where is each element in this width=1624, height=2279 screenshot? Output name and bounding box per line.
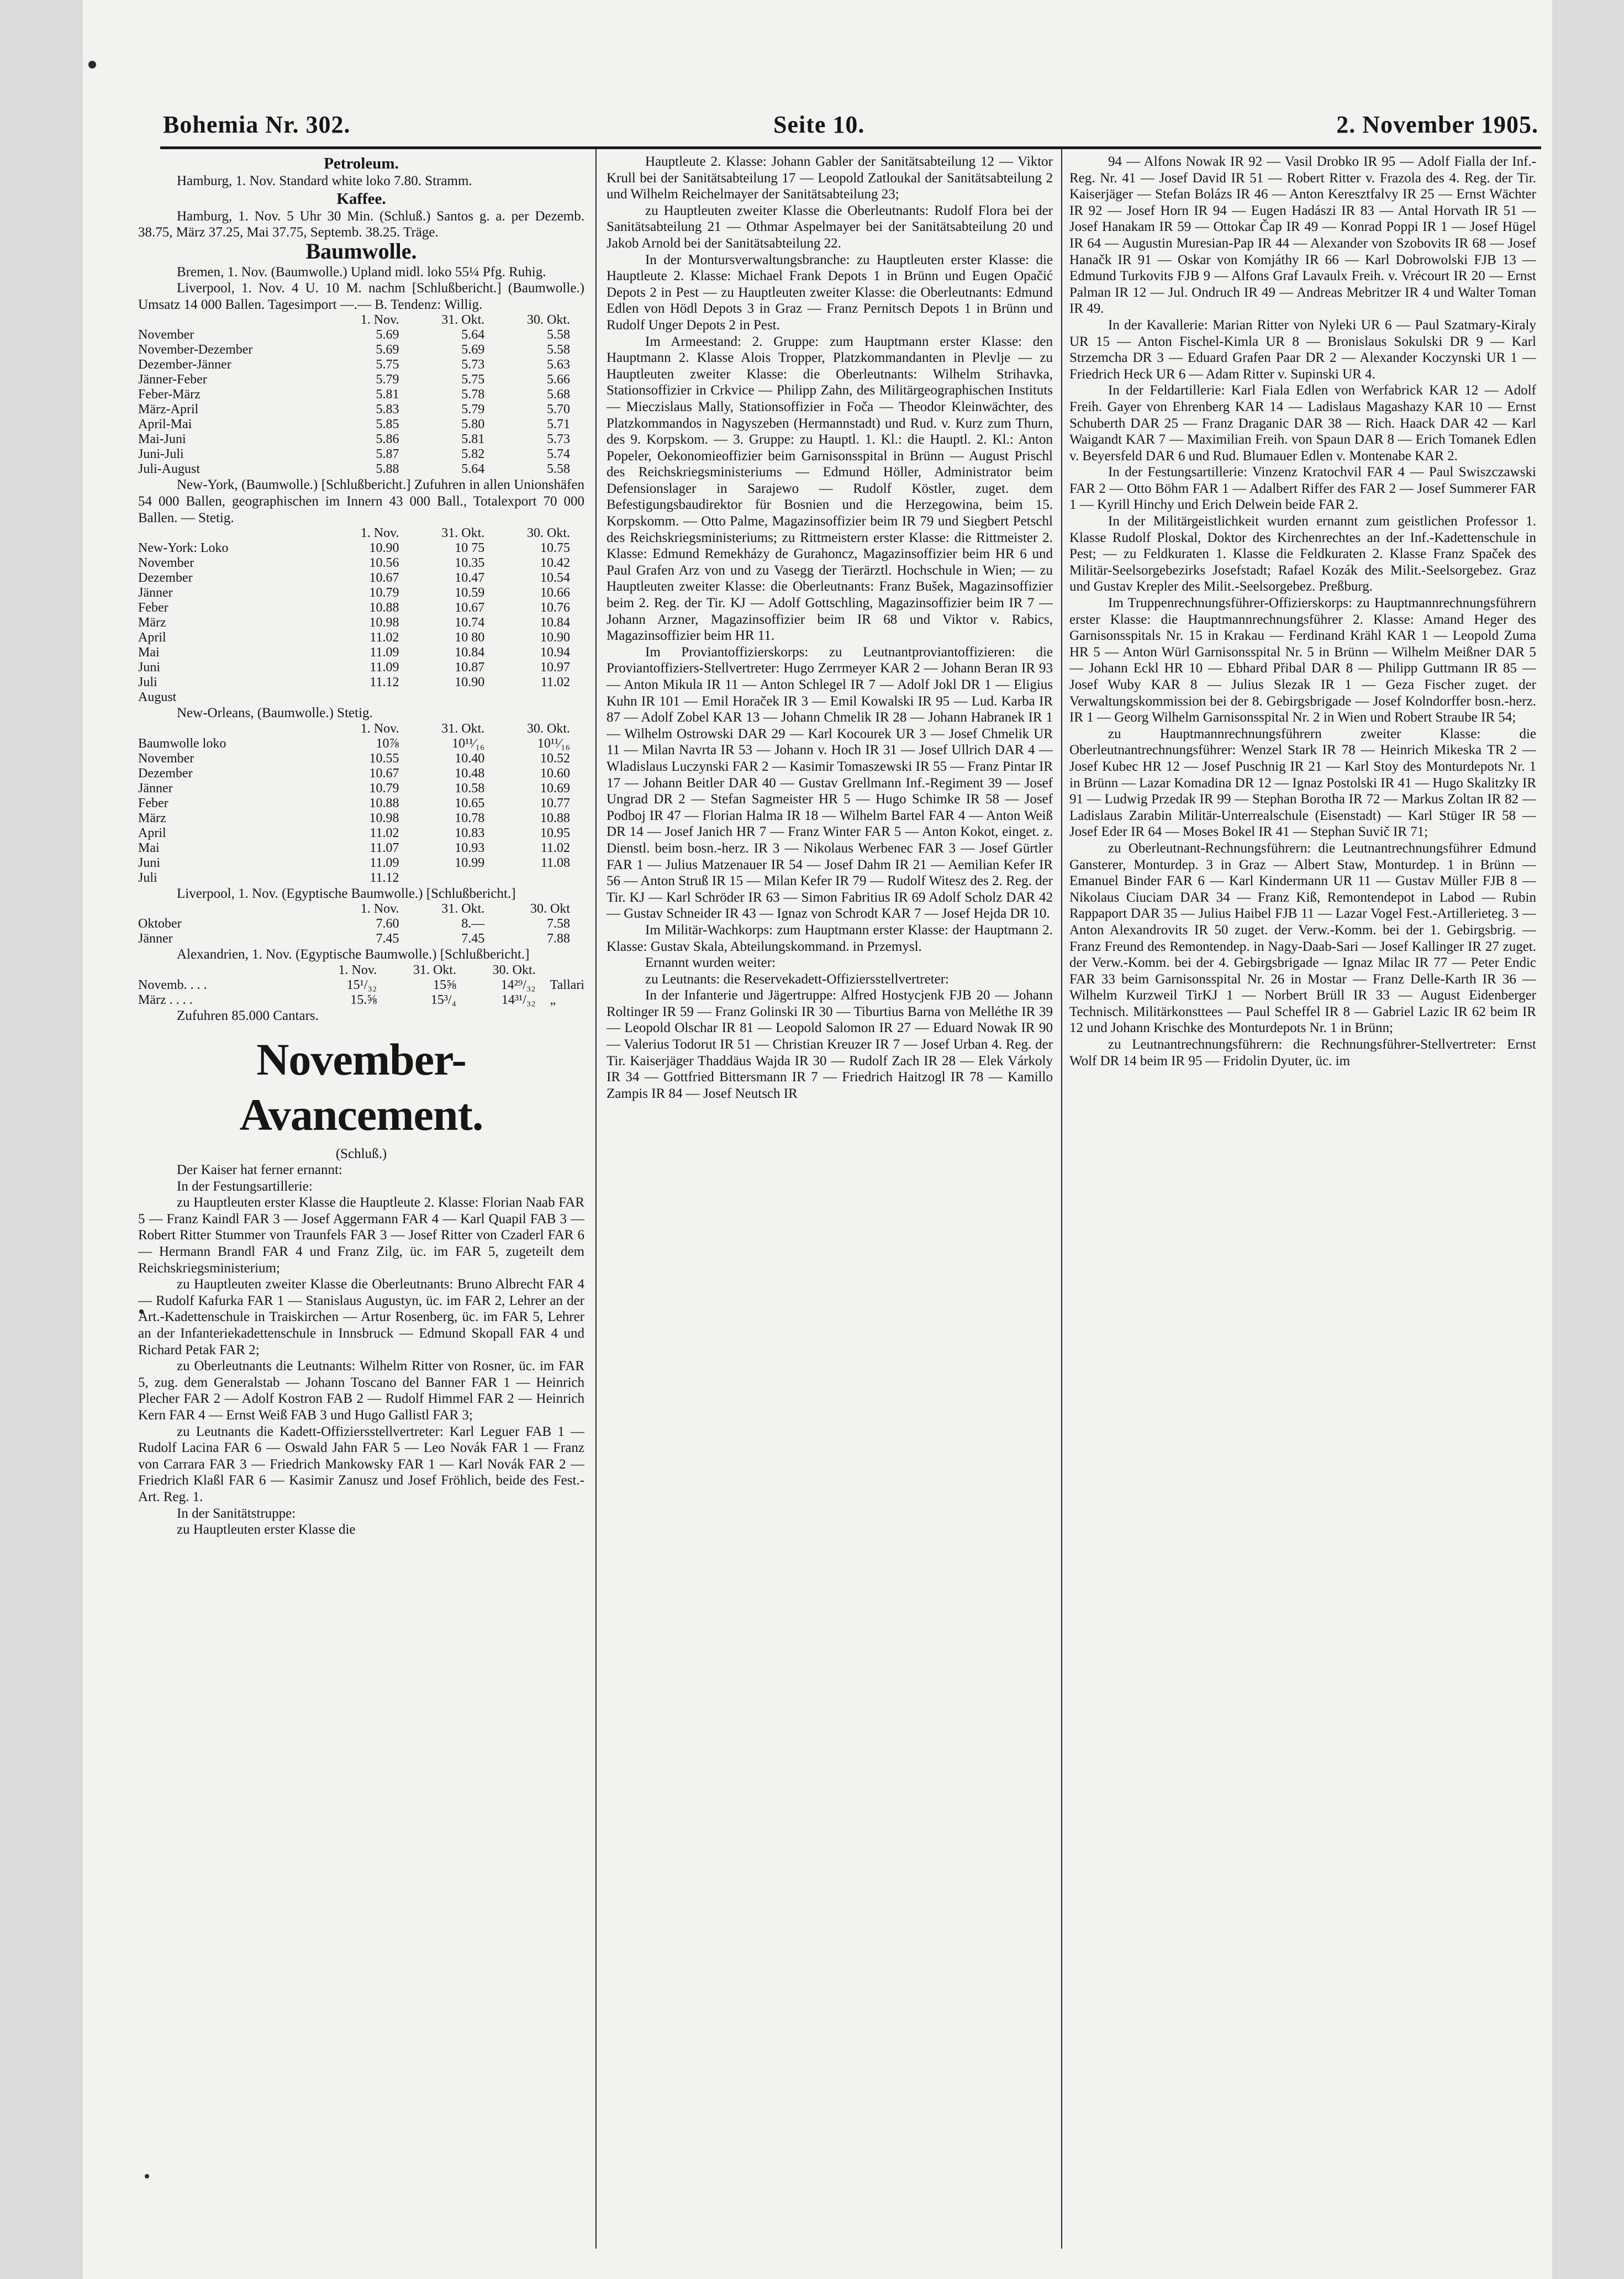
table-cell: 10.74 — [455, 615, 485, 630]
table-row — [138, 766, 584, 781]
article-paragraph: In der Sanitätstruppe: — [177, 1506, 296, 1521]
table-cell: 10.88 — [369, 796, 399, 810]
table-row — [138, 856, 584, 871]
table-cell: Juli-August — [138, 462, 201, 477]
table-cell: 10¹¹⁄₁₆ — [537, 736, 570, 751]
table-cell: März — [138, 615, 166, 630]
table-cell: 11.08 — [540, 855, 570, 870]
table-cell: 14²⁹/₃₂ — [500, 977, 536, 992]
table-row — [138, 387, 584, 402]
table-header-cell — [138, 313, 328, 328]
table-cell: 15¹/₃₂ — [346, 977, 377, 992]
table-cell: März-April — [138, 402, 199, 417]
market-report: New-York, (Baumwolle.) [Schlußbericht.] Zufuhren in allen Unionshäfen 54 000 Ballen, geographischen im Innern 43 000 Ball., Totalexport 70 000 Ballen. — Stetig. — [138, 477, 584, 525]
table-cell: 11.02 — [540, 840, 570, 855]
table-cell: 10.67 — [369, 571, 399, 586]
table-row — [138, 630, 584, 645]
article-paragraph: In der Infanterie und Jägertruppe: Alfred Hostycjenk FJB 20 — Johann Roltinger IR 59 — Franz Golinski IR 30 — Tiburtius Barna von Melléthe IR 39 — Leopold Olschar IR 81 — Leopold Salomon IR 27 — Eduard Nowak IR 90 — Valerius Todorut IR 51 — Christian Kreuzer IR 7 — Josef Urban 4. Reg. der Tir. Kaiserjäger Thaddäus Wajda IR 30 — Rudolf Zach IR 28 — Elek Várkoly IR 34 — Gottfried Bittersmann IR 7 — Friedrich Haitzogl IR 78 — Kamillo Zampis IR 84 — Josef Neutsch IR — [607, 988, 1053, 1101]
article-paragraph: In der Feldartillerie: Karl Fiala Edlen von Werfabrick KAR 12 — Adolf Freih. Gayer von Ehrenberg KAR 14 — Ladislaus Magashazy KAR 10 — Ernst Schuberth DAR 25 — Franz Draganic DAR 38 — Rich. Haack DAR 42 — Karl Waigandt KAR 7 — Maximilian Freih. von Spaun DAR 8 — Erich Tomanek Edlen v. Beyersfeld DAR 6 und Rud. Blumauer Edlen v. Montenabe KAR 2. — [1069, 383, 1536, 464]
table-cell: 10.84 — [455, 645, 485, 660]
table-cell — [414, 871, 499, 886]
table-cell: 10.95 — [540, 825, 570, 840]
table-cell: 7.45 — [376, 931, 399, 946]
column-1 — [138, 154, 584, 2253]
table-cell: 10⅞ — [376, 736, 399, 751]
table-cell: 5.64 — [461, 462, 485, 477]
table-cell: Jänner — [138, 781, 173, 796]
table-cell: 5.74 — [547, 447, 570, 462]
table-cell: 10.60 — [540, 766, 570, 781]
table-cell: 5.78 — [461, 387, 485, 402]
table-cell: 10.83 — [455, 825, 485, 840]
price-table-neworleans — [138, 722, 584, 886]
article-paragraph: In der Militärgeistlichkeit wurden ernannt zum geistlichen Professor 1. Klasse Rudolf Ploskal, Doktor des Kirchenrechtes an der Inf.-Kadettenschule in Pest; — zu Feldkuraten 1. Klasse die Feldkuraten 2. Klasse Franz Spaček des Militär-Seelsorgebezirks Josefstadt; Rafael Kozák des Milit.-Seelsorgebez. Graz und Gustav Krepler des Milit.-Seelsorgebez. Preßburg. — [1069, 514, 1536, 594]
table-cell: 10.67 — [455, 601, 485, 615]
table-cell: 10.98 — [369, 615, 399, 630]
header-date: 2. November 1905. — [1336, 111, 1538, 138]
table-cell: 7.58 — [547, 917, 570, 931]
article-paragraph: zu Hauptleuten erster Klasse die Hauptleute 2. Klasse: Florian Naab FAR 5 — Franz Kaindl FAR 3 — Josef Aggermann FAR 4 — Karl Quapil FAB 3 — Robert Ritter Stummer von Traunfels FAR 3 — Josef Ritter von Czaderl FAR 6 — Hermann Brandl FAR 4 und Franz Zilg, üc. im FAR 5, zugeteilt dem Reichskriegsministerium; — [138, 1195, 584, 1276]
page-header — [163, 110, 1538, 149]
table-row — [138, 736, 584, 751]
table-cell: Dezember — [138, 571, 193, 586]
table-header-cell: 31. Okt. — [441, 313, 485, 328]
table-cell: 10.66 — [540, 586, 570, 601]
table-row — [138, 993, 584, 1008]
table-cell: 10.98 — [369, 810, 399, 825]
table-header-cell: 31. Okt. — [441, 721, 485, 736]
market-report: Liverpool, 1. Nov. 4 U. 10 M. nachm [Schlußbericht.] (Baumwolle.) Umsatz 14 000 Ballen. Tagesimport —.— B. Tendenz: Willig. — [138, 281, 584, 312]
table-cell: 10.79 — [369, 586, 399, 601]
table-cell: 5.69 — [376, 343, 399, 357]
table-cell: 10.75 — [540, 541, 570, 556]
header-rule — [160, 146, 1541, 149]
table-cell: Juni — [138, 660, 161, 675]
table-cell: 5.85 — [376, 417, 399, 432]
table-row — [138, 690, 584, 705]
table-cell: 5.58 — [547, 343, 570, 357]
table-cell — [328, 690, 414, 705]
table-cell: 15.⅝ — [350, 992, 377, 1007]
table-header-cell — [138, 902, 328, 917]
table-row — [138, 917, 584, 931]
table-row — [138, 660, 584, 675]
table-cell: 11.12 — [370, 675, 399, 690]
table-cell: 10.59 — [455, 586, 485, 601]
table-header-cell: 1. Nov. — [360, 526, 399, 541]
table-row — [138, 541, 584, 556]
table-cell: 5.80 — [461, 417, 485, 432]
article-paragraph: zu Hauptleuten zweiter Klasse die Oberleutnants: Bruno Albrecht FAR 4 — Rudolf Kafurka FAR 1 — Stanislaus Augustyn, üc. im FAR 2, Lehrer an der Art.-Kadettenschule in Traiskirchen — Artur Rosenberg, üc. im FAR 5, Lehrer an der Infanteriekadettenschule in Innsbruck — Edmund Skopall FAR 4 und Richard Petak FAR 2; — [138, 1277, 584, 1357]
article-paragraph: Ernannt wurden weiter: — [645, 955, 776, 971]
article-paragraph: zu Leutnantrechnungsführern: die Rechnungsführer-Stellvertreter: Ernst Wolf DR 14 beim IR 95 — Fridolin Dyuter, üc. im — [1069, 1037, 1536, 1069]
table-cell: 5.75 — [376, 357, 399, 372]
table-cell: 10.35 — [455, 556, 485, 571]
table-cell: 5.70 — [547, 402, 570, 417]
table-header-cell — [138, 722, 328, 736]
price-table-liverpool-egyptian — [138, 902, 584, 946]
table-cell — [499, 690, 584, 705]
table-cell: 10.47 — [455, 571, 485, 586]
table-cell: 5.68 — [547, 387, 570, 402]
price-table-alexandrien — [138, 963, 584, 1008]
table-cell: 7.45 — [461, 931, 485, 946]
table-cell: „ — [550, 992, 556, 1007]
table-cell: 10.84 — [540, 615, 570, 630]
table-cell: Oktober — [138, 917, 182, 931]
table-cell: 5.73 — [461, 357, 485, 372]
table-cell: New-York: Loko — [138, 541, 229, 556]
article-paragraph: Im Proviantoffizierskorps: zu Leutnantproviantoffizieren: die Proviantoffiziers-Stellvertreter: Hugo Zerrmeyer KAR 2 — Johann Beran IR 93 — Anton Mikula IR 11 — Anton Schlegel IR 7 — Adolf Jokl DR 1 — Eligius Kuhn IR 101 — Emil Horaček IR 3 — Emil Kowalski IR 95 — Lud. Karba IR 87 — Adolf Zobel KAR 13 — Johann Chmelik IR 28 — Johann Habranek IR 1 — Wilhelm Ostrowski DAR 29 — Karl Kocourek UR 3 — Josef Chmelik UR 11 — Milan Navrta IR 53 — Johann v. Hoch IR 31 — Josef Ullrich DAR 4 — Wladislaus Luczynski FAR 2 — Kasimir Tomaszewski IR 55 — Franz Pintar IR 17 — Johann Beitler DAR 40 — Gustav Grellmann Inf.-Regiment 39 — Josef Ungrad DR 2 — Stefan Sagmeister HR 5 — Hugo Schimke IR 58 — Josef Podboj IR 47 — Florian Halma IR 18 — Wilhelm Bartel FAR 4 — Anton Weiß DR 14 — Josef Janich HR 7 — Franz Winter FAR 5 — Anton Kokot, einget. z. Dienstl. beim bosn.-herz. IR 3 — Nikolaus Werbenec FAR 3 — Josef Gürtler FAR 1 — Julius Matzenauer IR 54 — Josef Dahm IR 21 — Aemilian Kefer IR 56 — Anton Struß IR 15 — Milan Kefer IR 79 — Rudolf Witesz des 2. Reg. der Tir. KJ — Karl Schröder IR 63 — Simon Fabritius IR 69 Adolf Scholz DAR 42 — Gustav Schneider IR 43 — Ignaz von Schrodt KAR 7 — Josef Hejda DR 10. — [607, 644, 1053, 922]
table-cell: 10 75 — [455, 541, 485, 556]
table-row — [138, 751, 584, 766]
table-header-cell: 31. Okt. — [413, 962, 456, 977]
table-cell: 10.90 — [540, 630, 570, 645]
market-report: Alexandrien, 1. Nov. (Egyptische Baumwolle.) [Schlußbericht.] — [177, 947, 530, 962]
table-cell: 5.75 — [461, 372, 485, 387]
table-cell: 5.87 — [376, 447, 399, 462]
table-cell: 10.94 — [540, 645, 570, 660]
table-header-cell: 1. Nov. — [360, 313, 399, 328]
market-report: Hamburg, 1. Nov. Standard white loko 7.80. Stramm. — [177, 173, 472, 188]
table-cell: April-Mai — [138, 417, 192, 432]
article-paragraph: zu Leutnants: die Reservekadett-Offiziersstellvertreter: — [645, 971, 949, 987]
article-paragraph: Hauptleute 2. Klasse: Johann Gabler der Sanitätsabteilung 12 — Viktor Krull bei der Sanitätsabteilung 17 — Leopold Zatloukal der Sanitätsabteilung 2 und Wilhelm Reichelmayer der Sanitätsabteilung 23; — [607, 154, 1053, 202]
article-paragraph: In der Festungsartillerie: Vinzenz Kratochvil FAR 4 — Paul Swiszczawski FAR 2 — Otto Böhm FAR 1 — Adalbert Riffer des FAR 2 — Josef Summerer FAR 1 — Kyrill Hinchy und Erich Delwein beide FAR 2. — [1069, 465, 1536, 513]
table-cell: 10.90 — [455, 675, 485, 690]
table-row — [138, 811, 584, 826]
table-cell: Juni-Juli — [138, 447, 184, 462]
table-cell: 15³/₄ — [430, 992, 456, 1007]
table-cell: 11.07 — [370, 840, 399, 855]
table-cell: 10.54 — [540, 571, 570, 586]
price-table-liverpool — [138, 313, 584, 477]
table-cell: 10.42 — [540, 556, 570, 571]
table-cell: November — [138, 751, 194, 766]
table-cell: 11.09 — [370, 660, 399, 675]
table-cell: 10.93 — [455, 840, 485, 855]
table-cell: November — [138, 556, 194, 571]
table-cell: 10.69 — [540, 781, 570, 796]
article-paragraph: In der Kavallerie: Marian Ritter von Nyleki UR 6 — Paul Szatmary-Kiraly UR 15 — Anton Fischel-Kimla UR 8 — Bronislaus Sokulski DR 9 — Karl Strzemcha DR 3 — Eduard Grafen Paar DR 2 — Alexander Koczynski UR 1 — Friedrich Heck UR 6 — Adam Ritter v. Supinski UR 4. — [1069, 317, 1536, 382]
section-baumwolle: Baumwolle. — [305, 238, 417, 264]
table-row — [138, 343, 584, 357]
table-cell: 10.40 — [455, 751, 485, 766]
article-paragraph: zu Oberleutnants die Leutnants: Wilhelm Ritter von Rosner, üc. im FAR 5, zug. dem Generalstab — Johann Toscano del Banner FAR 1 — Heinrich Plecher FAR 2 — Adolf Kostron FAB 2 — Rudolf Himmel FAR 2 — Heinrich Kern FAR 4 — Ernst Weiß FAB 3 und Hugo Gallistl FAR 3; — [138, 1359, 584, 1423]
article-paragraph: Der Kaiser hat ferner ernannt: — [177, 1162, 342, 1178]
table-cell: 10.58 — [455, 781, 485, 796]
table-cell: 10.90 — [369, 541, 399, 556]
article-paragraph: zu Hauptleuten zweiter Klasse die Oberleutnants: Rudolf Flora bei der Sanitätsabteilung 21 — Othmar Aspelmayer bei der Sanitätsabteilung 20 und Jakob Arnold bei der Sanitätsabteilung 22. — [607, 203, 1053, 251]
market-report: Zufuhren 85.000 Cantars. — [177, 1008, 319, 1023]
column-divider — [595, 149, 597, 2249]
table-cell: 5.58 — [547, 462, 570, 477]
table-cell: 5.58 — [547, 328, 570, 343]
table-cell: Dezember-Jänner — [138, 357, 231, 372]
article-body — [1069, 154, 1536, 1069]
table-cell: 10.97 — [540, 660, 570, 675]
table-row — [138, 978, 584, 993]
column-3 — [1069, 154, 1536, 2253]
section-petroleum: Petroleum. — [324, 155, 399, 172]
table-row — [138, 417, 584, 432]
article-paragraph: Im Truppenrechnungsführer-Offizierskorps: zu Hauptmannrechnungsführern erster Klasse: die Hauptmannrechnungsführer 2. Klasse: Amand Heger des Garnisonsspitals Nr. 15 in Krakau — Ferdinand Krähl KAR 1 — Leopold Zuma HR 5 — Anton Würl Garnisonsspital Nr. 5 in Brünn — Wilhelm Meißner DAR 5 — Johann Eckl HR 10 — Ebhard Přibal DAR 8 — Philipp Guttmann IR 85 — Josef Wuby KAR 8 — Julius Slezak IR 1 — Geza Fischer zuget. der Verwaltungskommission bei der 8. Gebirgsbrigade — Josef Kolndorffer bosn.-herz. IR 1 — Georg Wilhelm Garnisonsspital Nr. 2 in Wien und Robert Straube IR 54; — [1069, 596, 1536, 725]
table-row — [138, 826, 584, 841]
table-cell: 10.88 — [369, 601, 399, 615]
table-row — [138, 796, 584, 811]
article-paragraph: Im Militär-Wachkorps: zum Hauptmann erster Klasse: der Hauptmann 2. Klasse: Gustav Skala, Abteilungskommand. in Przemysl. — [607, 922, 1053, 954]
table-row — [138, 841, 584, 856]
table-cell: 5.66 — [547, 372, 570, 387]
article-paragraph: In der Festungsartillerie: — [177, 1178, 313, 1194]
table-header-cell: 30. Okt. — [492, 962, 536, 977]
table-row — [138, 675, 584, 690]
article-subtitle: (Schluß.) — [335, 1146, 387, 1161]
market-report: Liverpool, 1. Nov. (Egyptische Baumwolle.) [Schlußbericht.] — [177, 886, 516, 901]
table-cell: 10.55 — [369, 751, 399, 766]
table-row — [138, 447, 584, 462]
table-cell: 11.09 — [370, 855, 399, 870]
table-row — [138, 931, 584, 946]
table-cell: 5.69 — [461, 343, 485, 357]
table-header-cell — [138, 526, 328, 541]
table-cell: Novemb. . . . — [138, 977, 207, 992]
table-cell: 11.09 — [370, 645, 399, 660]
table-header-cell — [138, 963, 312, 978]
table-cell: Feber — [138, 796, 168, 810]
table-cell: Mai — [138, 645, 160, 660]
table-header-row — [138, 526, 584, 541]
table-cell: 5.79 — [376, 372, 399, 387]
table-cell: 5.71 — [547, 417, 570, 432]
table-row — [138, 871, 584, 886]
table-cell: 14³¹/₃₂ — [501, 992, 536, 1007]
header-page-number: Seite 10. — [773, 111, 865, 138]
table-cell: 5.73 — [547, 432, 570, 447]
table-header-cell: 31. Okt. — [441, 902, 485, 917]
table-cell: April — [138, 630, 166, 645]
table-cell: Dezember — [138, 766, 193, 781]
table-cell: 5.82 — [461, 447, 485, 462]
table-header-cell — [550, 963, 584, 978]
table-cell: 10¹¹⁄₁₆ — [452, 736, 485, 751]
table-cell: 10.56 — [369, 556, 399, 571]
table-header-cell: 30. Okt. — [527, 721, 570, 736]
table-cell: Jänner — [138, 586, 173, 601]
price-table-newyork — [138, 526, 584, 705]
market-report: Bremen, 1. Nov. (Baumwolle.) Upland midl. loko 55¼ Pfg. Ruhig. — [177, 264, 546, 280]
table-cell: 7.88 — [547, 931, 570, 946]
table-cell: 5.64 — [461, 328, 485, 343]
table-cell: 5.81 — [461, 432, 485, 447]
table-cell: 5.81 — [376, 387, 399, 402]
article-paragraph: 94 — Alfons Nowak IR 92 — Vasil Drobko IR 95 — Adolf Fialla der Inf.-Reg. Nr. 41 — Josef David IR 51 — Robert Ritter v. Frazola des 4. Reg. der Tir. Kaiserjäger — Stefan Bolázs IR 46 — Anton Keresztfalvy IR 25 — Ernst Wächter IR 92 — Josef Horn IR 94 — Eugen Hadászi IR 83 — Antal Horvath IR 51 — Josef Hanakam IR 59 — Ottokar Čap IR 49 — Konrad Poppi IR 1 — Josef Hügel IR 64 — Augustin Muresian-Pap IR 44 — Alexander von Szobovits IR 68 — Josef Hanačk IR 91 — Oskar von Komjáthy IR 66 — Karl Dobrowolski FJB 13 — Edmund Turkovits FJB 9 — Alfons Graf Lavaulx Freih. v. Vrécourt IR 20 — Ernst Palman IR 12 — Jul. Ondruch IR 49 — Andreas Mebritzer IR 4 und Walter Toman IR 49. — [1069, 154, 1536, 317]
table-cell: Mai-Juni — [138, 432, 186, 447]
article-title: November-Avancement. — [239, 1034, 483, 1140]
section-kaffee: Kaffee. — [336, 190, 386, 208]
table-cell: Juli — [138, 675, 157, 690]
table-cell: 10.79 — [369, 781, 399, 796]
table-cell: 8.— — [461, 917, 485, 931]
table-row — [138, 615, 584, 630]
table-cell: 5.83 — [376, 402, 399, 417]
table-cell: 10.99 — [455, 855, 485, 870]
market-report: New-Orleans, (Baumwolle.) Stetig. — [177, 706, 373, 721]
table-header-row — [138, 313, 584, 328]
table-cell: 10.77 — [540, 796, 570, 810]
table-header-cell: 1. Nov. — [338, 962, 377, 977]
article-paragraph: In der Montursverwaltungsbranche: zu Hauptleuten erster Klasse: die Hauptleute 2. Klasse: Michael Frank Depots 1 in Brünn und Eugen Opačić Depots 2 in Pest — zu Hauptleuten zweiter Klasse: die Oberleutnants: Edmund Edlen von Hödl Depots 3 in Graz — Franz Pernitsch Depots 1 in Brünn und Rudolf Unger Depots 2 in Pest. — [607, 252, 1053, 333]
table-header-row — [138, 722, 584, 736]
table-cell: Jänner-Feber — [138, 372, 207, 387]
table-cell: 10.76 — [540, 601, 570, 615]
article-paragraph: zu Leutnants die Kadett-Offiziersstellvertreter: Karl Leguer FAB 1 — Rudolf Lacina FAR 6 — Oswald Jahn FAR 5 — Leo Novák FAR 1 — Franz von Carrara FAR 3 — Friedrich Mankowsky FAR 1 — Karl Novák FAR 2 — Friedrich Klaßl FAR 6 — Kasimir Zanusz und Josef Fröhlich, beide des Fest.-Art. Reg. 1. — [138, 1424, 584, 1504]
table-row — [138, 328, 584, 343]
table-cell: 11.02 — [370, 825, 399, 840]
table-cell: 10.78 — [455, 810, 485, 825]
table-row — [138, 402, 584, 417]
market-report: Hamburg, 1. Nov. 5 Uhr 30 Min. (Schluß.) Santos g. a. per Dezemb. 38.75, März 37.25, Mai 37.75, Septemb. 38.25. Träge. — [138, 208, 584, 240]
article-body — [138, 1162, 584, 1538]
table-cell: März . . . . — [138, 992, 193, 1007]
table-row — [138, 586, 584, 601]
table-header-cell: 31. Okt. — [441, 526, 485, 541]
table-row — [138, 432, 584, 447]
table-cell: November — [138, 328, 194, 343]
table-cell: 7.60 — [376, 917, 399, 931]
table-cell — [414, 690, 499, 705]
table-header-cell: 30. Okt. — [527, 526, 570, 541]
table-cell: 11.12 — [370, 870, 399, 885]
article-paragraph: zu Hauptmannrechnungsführern zweiter Klasse: die Oberleutnantrechnungsführer: Wenzel Stark IR 78 — Heinrich Mikeska TR 2 — Josef Kubec HR 12 — Josef Puschnig IR 21 — Karl Stoy des Monturdepots Nr. 1 in Brünn — Lazar Komadina DR 12 — Ignaz Postolski IR 41 — Hugo Skalitzky IR 91 — Ludwig Przedak IR 99 — Stephan Borotha IR 72 — Markus Zoltan IR 82 — Ladislaus Zarabin Militär-Unterrealschule (Eisenstadt) — Karl Stüger IR 58 — Josef Eder IR 64 — Moses Bokel IR 41 — Stephan Suvič IR 71; — [1069, 726, 1536, 840]
table-cell: November-Dezember — [138, 343, 253, 357]
table-cell: Feber — [138, 601, 168, 615]
table-row — [138, 372, 584, 387]
table-cell: 5.63 — [547, 357, 570, 372]
table-cell — [499, 871, 584, 886]
table-cell: 10.87 — [455, 660, 485, 675]
table-header-row — [138, 963, 584, 978]
table-header-row — [138, 902, 584, 917]
table-cell: Juni — [138, 855, 161, 870]
table-row — [138, 601, 584, 615]
table-cell: 5.79 — [461, 402, 485, 417]
table-row — [138, 462, 584, 477]
table-cell: 15⅝ — [433, 977, 456, 992]
article-paragraph: zu Hauptleuten erster Klasse die — [177, 1522, 356, 1538]
table-cell: 5.88 — [376, 462, 399, 477]
table-cell: 5.86 — [376, 432, 399, 447]
table-cell: 11.02 — [370, 630, 399, 645]
table-row — [138, 645, 584, 660]
table-cell: Tallari — [550, 977, 584, 992]
table-cell: Baumwolle loko — [138, 736, 226, 751]
article-paragraph: Im Armeestand: 2. Gruppe: zum Hauptmann erster Klasse: den Hauptmann 2. Klasse Alois Tropper, Platzkommandanten in Plevlje — zu Hauptleuten zweiter Klasse: die Oberleutnants: Wilhelm Strihavka, Stationsoffizier in Crkvice — Philipp Zahn, des Militärgeographischen Instituts — Mieczislaus Mally, Stationsoffizier in Foča — Theodor Kleinwächter, des Platzkommandos in Nagyszeben (Hermannstadt) und Rud. v. Kurz zum Thurn, des 9. Korpskom. — 3. Gruppe: zu Hauptl. 1. Kl.: die Hauptl. 2. Kl.: Anton Popeler, Oekonomieoffizier beim Garnisonsspital in Brünn — August Prischl des Reichskriegsministeriums — Edmund Höller, Administrator beim Defensionslager in Sarajewo — Rudolf Köstler, zuget. dem Befestigungsbaudirektor für Bosnien und die Herzegowina, beim 15. Korpskomm. — Otto Palme, Magazinsoffizier beim IR 79 und Siegbert Petschl des Reichskriegsministeriums; zu Rittmeistern erster Klasse: die Rittmeister 2. Klasse: Edmund Remekházy de Gurahoncz, Magazinsoffizier beim HR 6 und Paul Grafen Arz von und zu Vasegg der Tierärztl. Hochschule in Wien; — zu Hauptleuten zweiter Klasse: die Oberleutnants: Franz Bušek, Magazinsoffizier beim 2. Reg. der Tir. KJ — Adolf Gottschling, Magazinsoffizier beim IR 7 — Johann Arzner, Magazinsoffizier beim IR 68 und Viktor v. Rabics, Magazinsoffizier beim HR 11. — [607, 334, 1053, 644]
table-cell: Jänner — [138, 931, 173, 946]
table-cell: 10 80 — [455, 630, 485, 645]
table-cell: 10.48 — [455, 766, 485, 781]
table-cell: 10.67 — [369, 766, 399, 781]
table-header-cell: 30. Okt — [530, 902, 570, 917]
table-row — [138, 781, 584, 796]
article-paragraph: zu Oberleutnant-Rechnungsführern: die Leutnantrechnungsführer Edmund Gansterer, Monturdep. 3 in Graz — Albert Staw, Monturdep. 1 in Brünn — Emanuel Binder FAR 6 — Karl Kindermann UR 11 — Gustav Müller FJB 8 — Nikolaus Ciuciam DAR 34 — Franz Kiß, Remontendepot in Labod — Rubin Rappaport DAR 35 — Julius Haibel FJB 11 — Lazar Vogel Fest.-Artillerieteg. 3 — Anton Alexandrovits IR 50 zuget. der Verw.-Komm. bei der 1. Gebirgsbrig. — Franz Freund des Remontendep. in Nagy-Daab-Sari — Josef Kallinger IR 27 zuget. der Verw.-Komm. bei der 4. Gebirgsbrigade — Ignaz Milac IR 77 — Peter Endic FAR 33 beim Garnisonsspital Nr. 26 in Mostar — Franz Delle-Karth IR 36 — Wilhelm Kurzweil TirKJ 1 — Norbert Brüll IR 33 — August Eidenberger Technisch. Militärkonsttees — Paul Scheffel IR 8 — Gabriel Lazic IR 62 beim IR 12 und Johann Krischke des Monturdepots Nr. 1 in Brünn; — [1069, 840, 1536, 1036]
page-mark — [88, 61, 96, 69]
table-row — [138, 357, 584, 372]
table-cell: Mai — [138, 840, 160, 855]
table-cell: Juli — [138, 870, 157, 885]
table-cell: 10.52 — [540, 751, 570, 766]
table-cell: 5.69 — [376, 328, 399, 343]
table-cell: April — [138, 825, 166, 840]
table-cell: 11.02 — [540, 675, 570, 690]
table-cell: März — [138, 810, 166, 825]
table-header-cell: 30. Okt. — [527, 313, 570, 328]
column-2 — [607, 154, 1053, 2253]
table-row — [138, 556, 584, 571]
column-divider — [1061, 149, 1062, 2249]
table-cell: Feber-März — [138, 387, 201, 402]
table-cell: 10.65 — [455, 796, 485, 810]
table-cell: 10.88 — [540, 810, 570, 825]
table-cell: August — [138, 690, 177, 705]
table-header-cell: 1. Nov. — [360, 902, 399, 917]
table-header-cell: 1. Nov. — [360, 721, 399, 736]
table-row — [138, 571, 584, 586]
header-paper-issue: Bohemia Nr. 302. — [163, 111, 351, 138]
article-body — [607, 154, 1053, 1102]
